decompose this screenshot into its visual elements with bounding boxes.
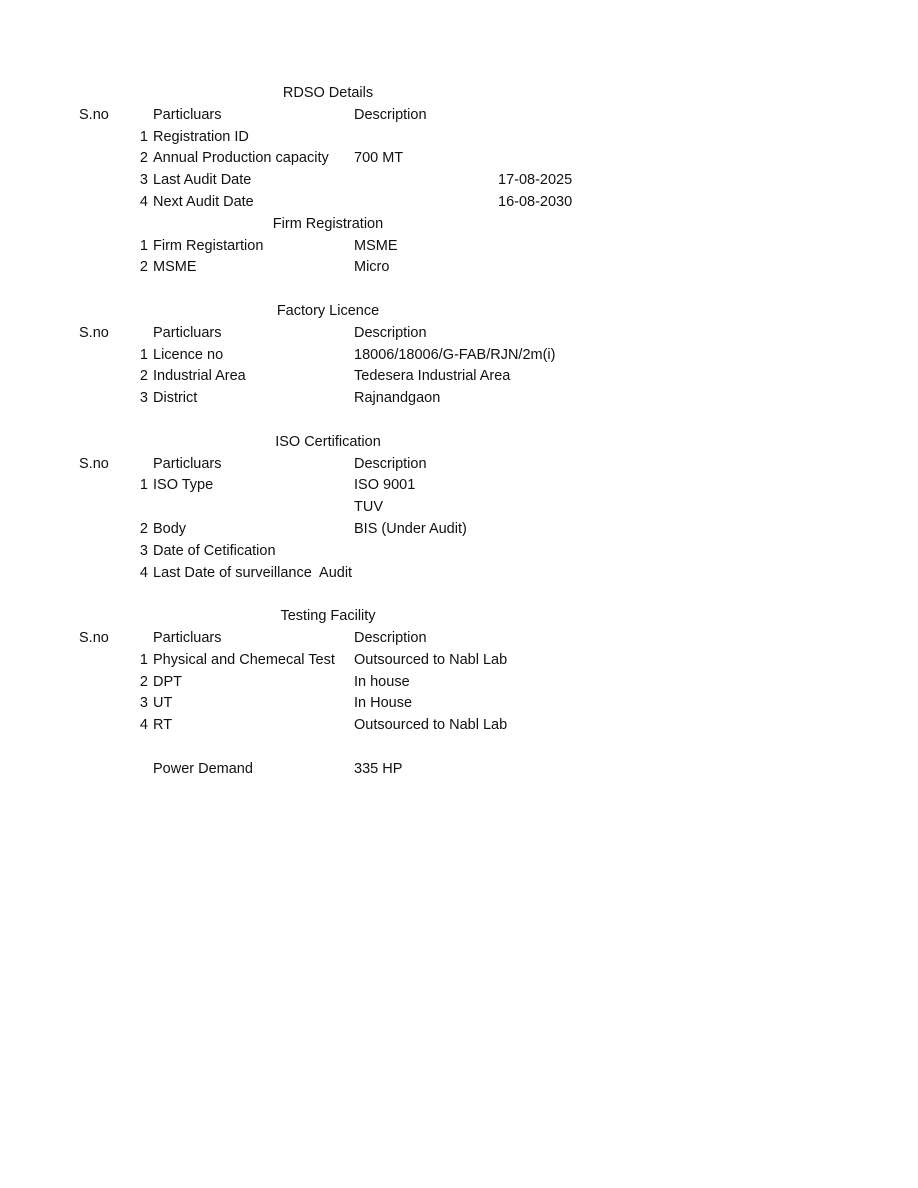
table-row [0, 127, 918, 149]
table-row [0, 541, 918, 563]
row-particular: Licence no [153, 346, 224, 363]
table-row [0, 672, 918, 694]
iso-title: ISO Certification [275, 433, 381, 450]
row-particular: Body [153, 520, 187, 537]
testing-title: Testing Facility [280, 608, 376, 625]
table-row [0, 148, 918, 170]
power-demand-value: 335 HP [354, 760, 403, 777]
table-row [0, 475, 918, 497]
particulars-header: Particluars [153, 106, 222, 123]
row-number: 2 [139, 368, 148, 385]
row-particular: Registration ID [153, 128, 249, 145]
row-particular: DPT [153, 673, 182, 690]
particulars-header: Particluars [153, 324, 222, 341]
row-particular: District [153, 390, 198, 407]
row-particular: UT [153, 695, 173, 712]
table-header-row [0, 628, 918, 650]
row-particular: Date of Cetification [153, 542, 276, 559]
row-number: 4 [139, 193, 148, 210]
row-description: BIS (Under Audit) [354, 520, 467, 537]
table-row [0, 345, 918, 367]
sno-header: S.no [79, 106, 109, 123]
power-demand-row [0, 759, 918, 781]
table-header-row [0, 454, 918, 476]
table-row [0, 563, 918, 585]
row-number: 1 [139, 477, 148, 494]
row-number: 2 [139, 673, 148, 690]
row-number: 1 [139, 128, 148, 145]
particulars-header: Particluars [153, 629, 222, 646]
row-number: 4 [139, 717, 148, 734]
table-row [0, 497, 918, 519]
table-row [0, 366, 918, 388]
row-description: Outsourced to Nabl Lab [354, 651, 508, 668]
row-description: Micro [354, 259, 390, 276]
row-particular: Industrial Area [153, 368, 246, 385]
row-description: 700 MT [354, 150, 404, 167]
description-header: Description [354, 324, 427, 341]
section-title-row [0, 214, 918, 236]
table-row [0, 693, 918, 715]
row-number: 4 [139, 564, 148, 581]
section-title-row [0, 83, 918, 105]
row-description: Outsourced to Nabl Lab [354, 717, 508, 734]
table-row [0, 715, 918, 737]
factory-title: Factory Licence [276, 302, 380, 319]
row-number: 3 [139, 542, 148, 559]
rdso-title: RDSO Details [282, 85, 374, 101]
row-number: 2 [139, 520, 148, 537]
row-number: 3 [139, 695, 148, 712]
row-number: 3 [139, 390, 148, 407]
row-particular: ISO Type [153, 477, 214, 494]
table-header-row [0, 323, 918, 345]
row-particular: Annual Production capacity [153, 150, 329, 167]
row-particular: Next Audit Date [153, 193, 254, 210]
row-description: Rajnandgaon [354, 390, 441, 407]
empty-row [0, 410, 918, 432]
table-row [0, 388, 918, 410]
row-number: 1 [139, 651, 148, 668]
row-particular: MSME [153, 259, 197, 276]
sno-header: S.no [79, 629, 109, 646]
row-description: 18006/18006/G-FAB/RJN/2m(i) [354, 346, 556, 363]
description-header: Description [354, 455, 427, 472]
row-particular: Physical and Chemecal Test [153, 651, 335, 668]
row-number: 3 [139, 172, 148, 189]
description-header: Description [354, 106, 427, 123]
section-title-row [0, 606, 918, 628]
table-header-row [0, 105, 918, 127]
empty-row [0, 279, 918, 301]
sno-header: S.no [79, 324, 109, 341]
description-header: Description [354, 629, 427, 646]
section-title-row [0, 301, 918, 323]
firm-title: Firm Registration [272, 215, 384, 232]
table-row [0, 192, 918, 214]
row-particular: Last Audit Date [153, 172, 252, 189]
table-row [0, 170, 918, 192]
sno-header: S.no [79, 455, 109, 472]
row-number: 1 [139, 346, 148, 363]
empty-row [0, 584, 918, 606]
row-date: 17-08-2025 [498, 172, 573, 189]
row-description: In house [354, 673, 410, 690]
table-row [0, 257, 918, 279]
row-number: 1 [139, 237, 148, 254]
particulars-header: Particluars [153, 455, 222, 472]
row-particular: RT [153, 717, 173, 734]
row-particular: Firm Registartion [153, 237, 264, 254]
row-description: ISO 9001 [354, 477, 416, 494]
row-number: 2 [139, 150, 148, 167]
table-row [0, 519, 918, 541]
power-demand-label: Power Demand [153, 760, 253, 777]
section-title-row [0, 432, 918, 454]
row-date: 16-08-2030 [498, 193, 573, 210]
row-description: Tedesera Industrial Area [354, 368, 511, 385]
spreadsheet-page [0, 83, 918, 781]
row-number: 2 [139, 259, 148, 276]
table-row [0, 650, 918, 672]
row-description: MSME [354, 237, 398, 254]
row-description: TUV [354, 499, 383, 516]
table-row [0, 236, 918, 258]
row-description: In House [354, 695, 413, 712]
row-particular: Last Date of surveillance Audit [153, 564, 353, 581]
empty-row [0, 737, 918, 759]
